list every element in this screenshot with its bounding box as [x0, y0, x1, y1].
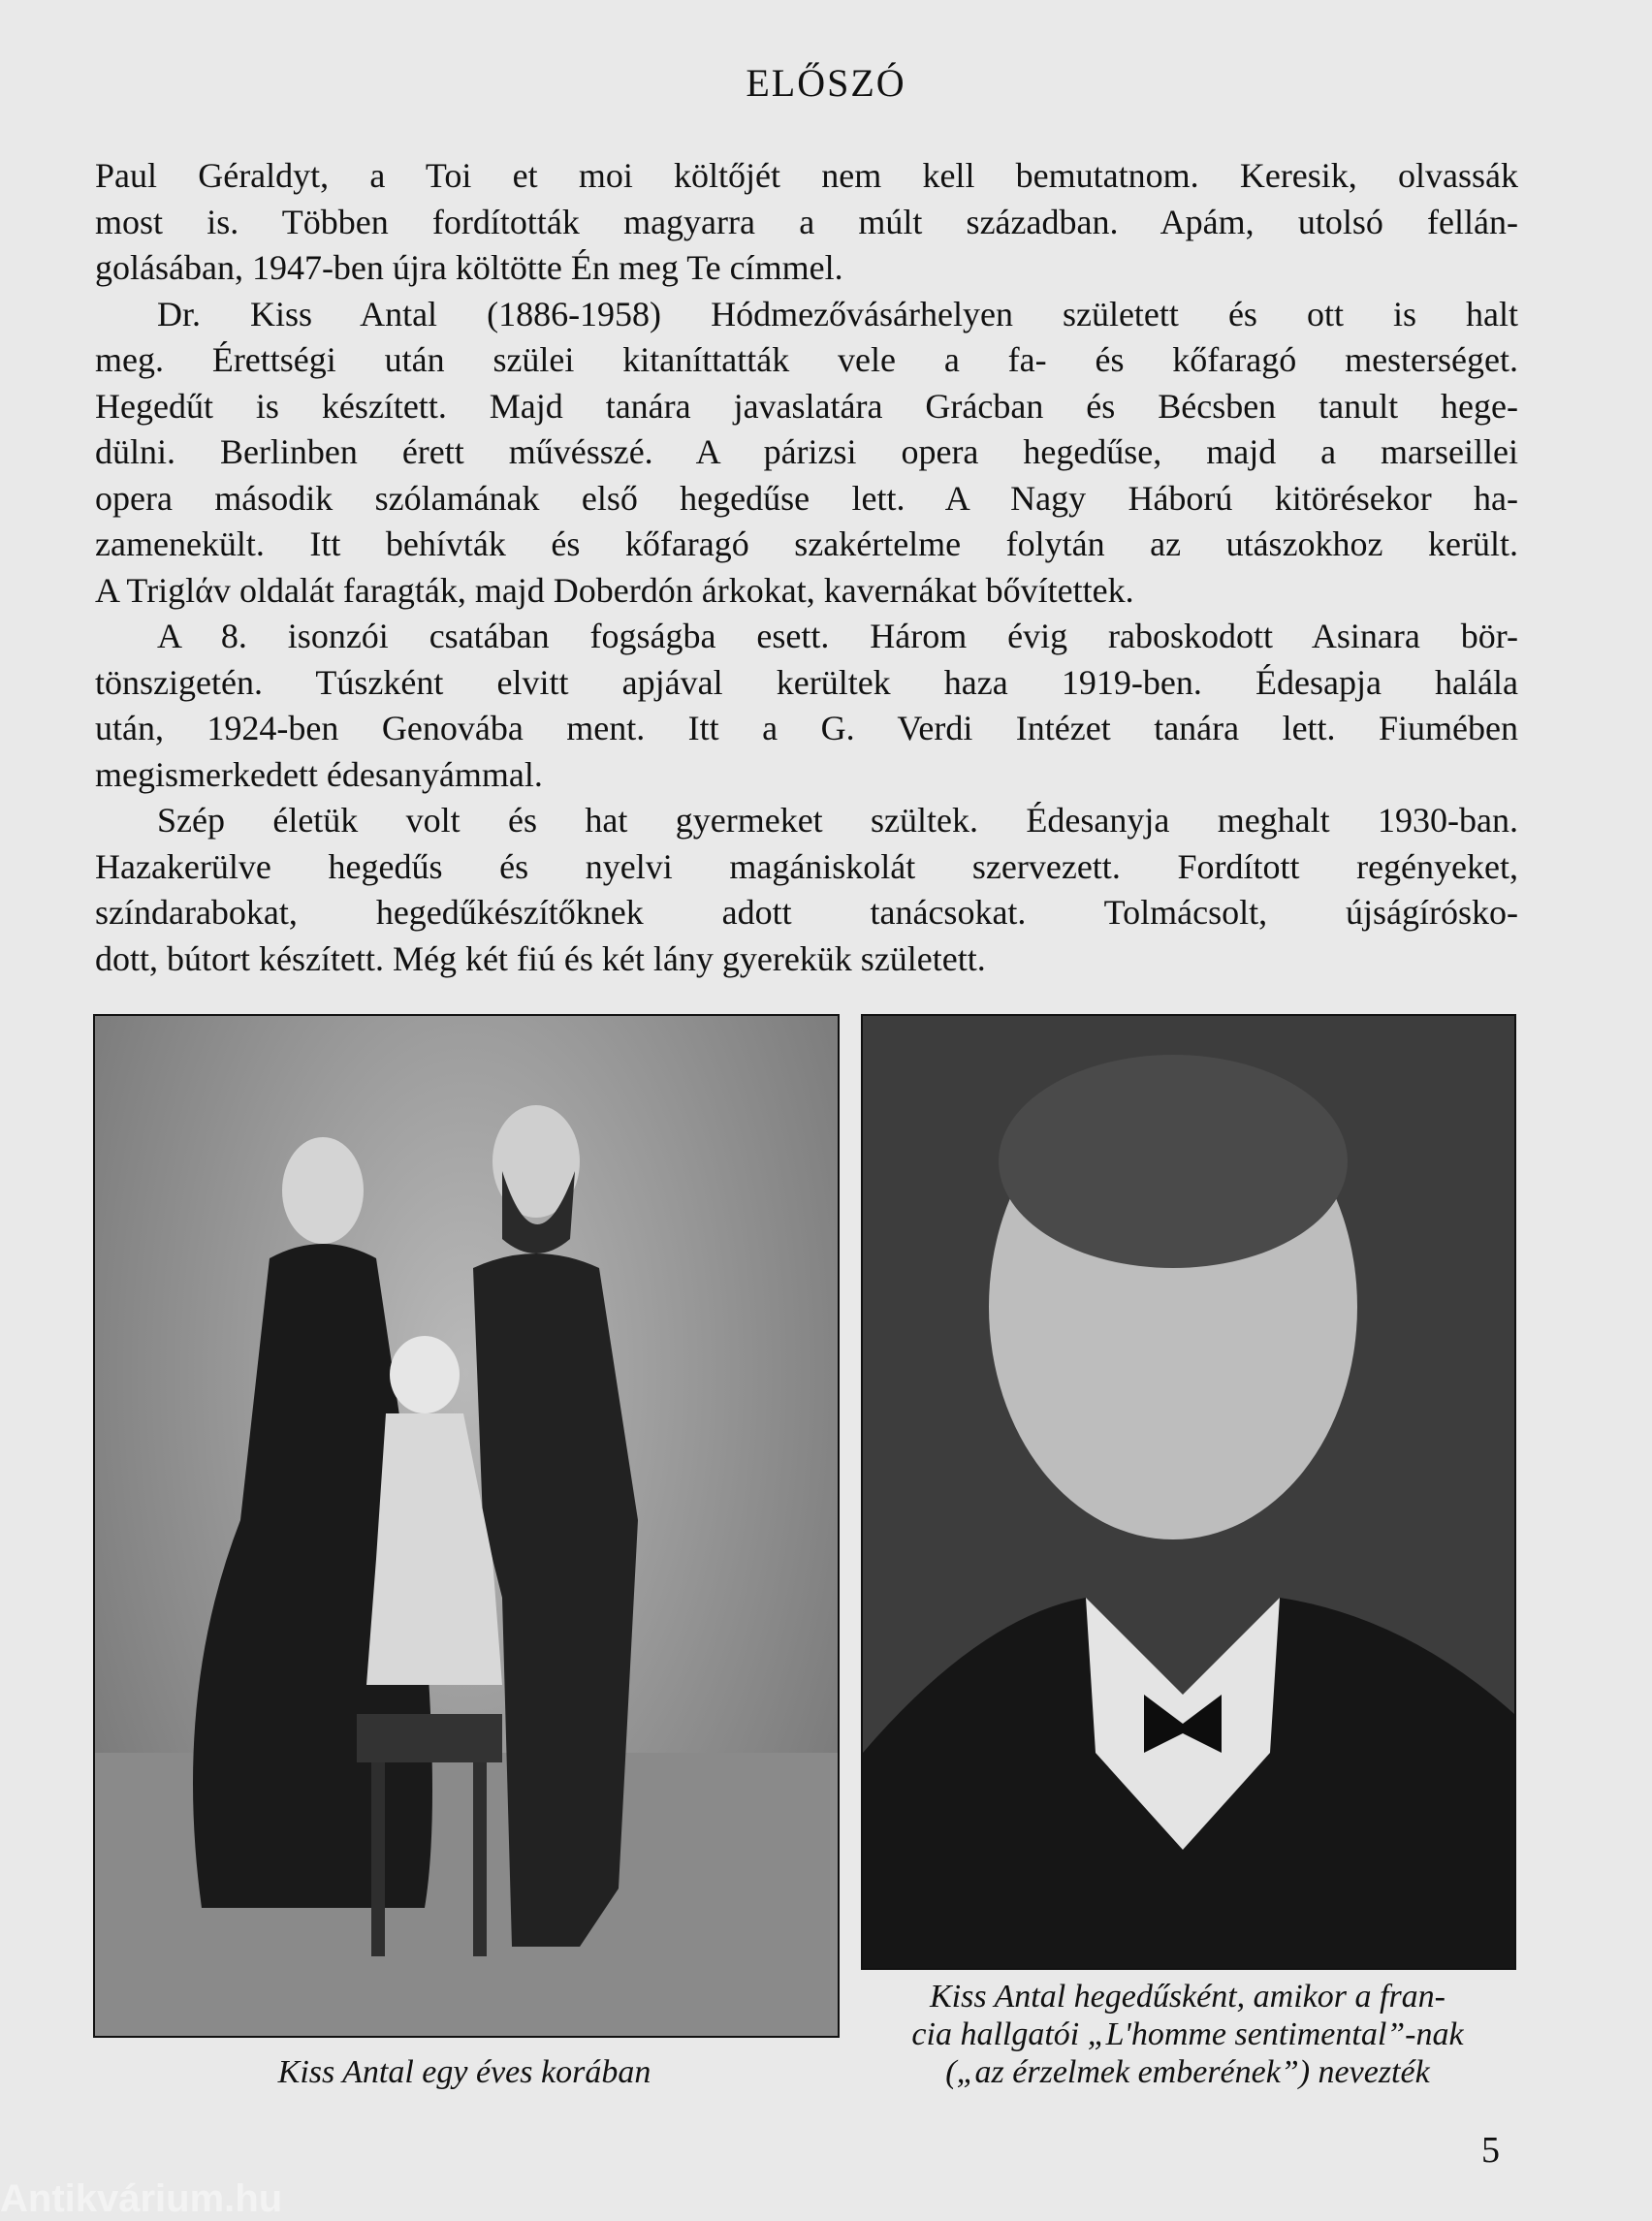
- caption-line: cia hallgatói „L'homme sentimental”-nak: [911, 2016, 1464, 2052]
- text-line: Hazakerülve hegedűs és nyelvi magániskolát szervezett. Fordított regényeket,: [95, 846, 1518, 886]
- text-line: Szép életük volt és hat gyermeket szültek. Édesanyja meghalt 1930-ban.: [157, 801, 1518, 840]
- text-line: után, 1924-ben Genovába ment. Itt a G. Verdi Intézet tanára lett. Fiumében: [95, 709, 1518, 747]
- caption-line: („az érzelmek emberének”) nevezték: [945, 2054, 1430, 2090]
- family-photo: [93, 1014, 840, 2038]
- text-line: tönszigetén. Túszként elvitt apjával kerültek haza 1919-ben. Édesapja halála: [95, 662, 1518, 702]
- page-number: 5: [1481, 2130, 1500, 2171]
- text-line: most is. Többen fordították magyarra a múlt században. Apám, utolsó fellán-: [95, 202, 1518, 241]
- text-line: dott, bútort készített. Még két fiú és két lány gyerekük született.: [95, 938, 986, 978]
- photo-caption-left: Kiss Antal egy éves korában: [277, 2054, 651, 2090]
- portrait-photo-illustration: [863, 1016, 1514, 1968]
- text-line: opera második szólamának első hegedűse lett. A Nagy Háború kitörésekor ha-: [95, 478, 1518, 518]
- text-line: színdarabokat, hegedűkészítőknek adott tanácsokat. Tolmácsolt, újságírósko-: [95, 893, 1518, 932]
- text-line: A Triglάv oldalát faragták, majd Doberdón árkokat, kavernákat bővítettek.: [95, 570, 1134, 610]
- text-line: meg. Érettségi után szülei kitaníttatták vele a fa- és kőfaragó mesterséget.: [95, 340, 1518, 379]
- text-line: Hegedűt is készített. Majd tanára javaslatára Grácban és Bécsben tanult hege-: [95, 386, 1518, 426]
- text-line: megismerkedett édesanyámmal.: [95, 754, 543, 794]
- text-line: golásában, 1947-ben újra költötte Én meg Te címmel.: [95, 248, 843, 287]
- text-line: zamenekült. Itt behívták és kőfaragó szakértelme folytán az utászokhoz került.: [95, 524, 1518, 563]
- preface-body: [95, 153, 1518, 982]
- text-line: dülni. Berlinben érett művésszé. A párizsi opera hegedűse, majd a marseillei: [95, 432, 1518, 471]
- watermark: Antikvárium.hu: [0, 2177, 283, 2220]
- caption-line: Kiss Antal hegedűsként, amikor a fran-: [930, 1979, 1446, 2015]
- family-photo-illustration: [95, 1016, 838, 2036]
- text-line: Paul Géraldyt, a Toi et moi költőjét nem kell bemutatnom. Keresik, olvassák: [95, 156, 1518, 195]
- portrait-photo: [861, 1014, 1516, 1970]
- page-title: ELŐSZÓ: [746, 61, 906, 105]
- text-line: A 8. isonzói csatában fogságba esett. Három évig raboskodott Asinara bör-: [157, 617, 1518, 655]
- text-line: Dr. Kiss Antal (1886-1958) Hódmezővásárhelyen született és ott is halt: [157, 294, 1518, 333]
- photo-caption-right: [853, 1978, 1522, 2091]
